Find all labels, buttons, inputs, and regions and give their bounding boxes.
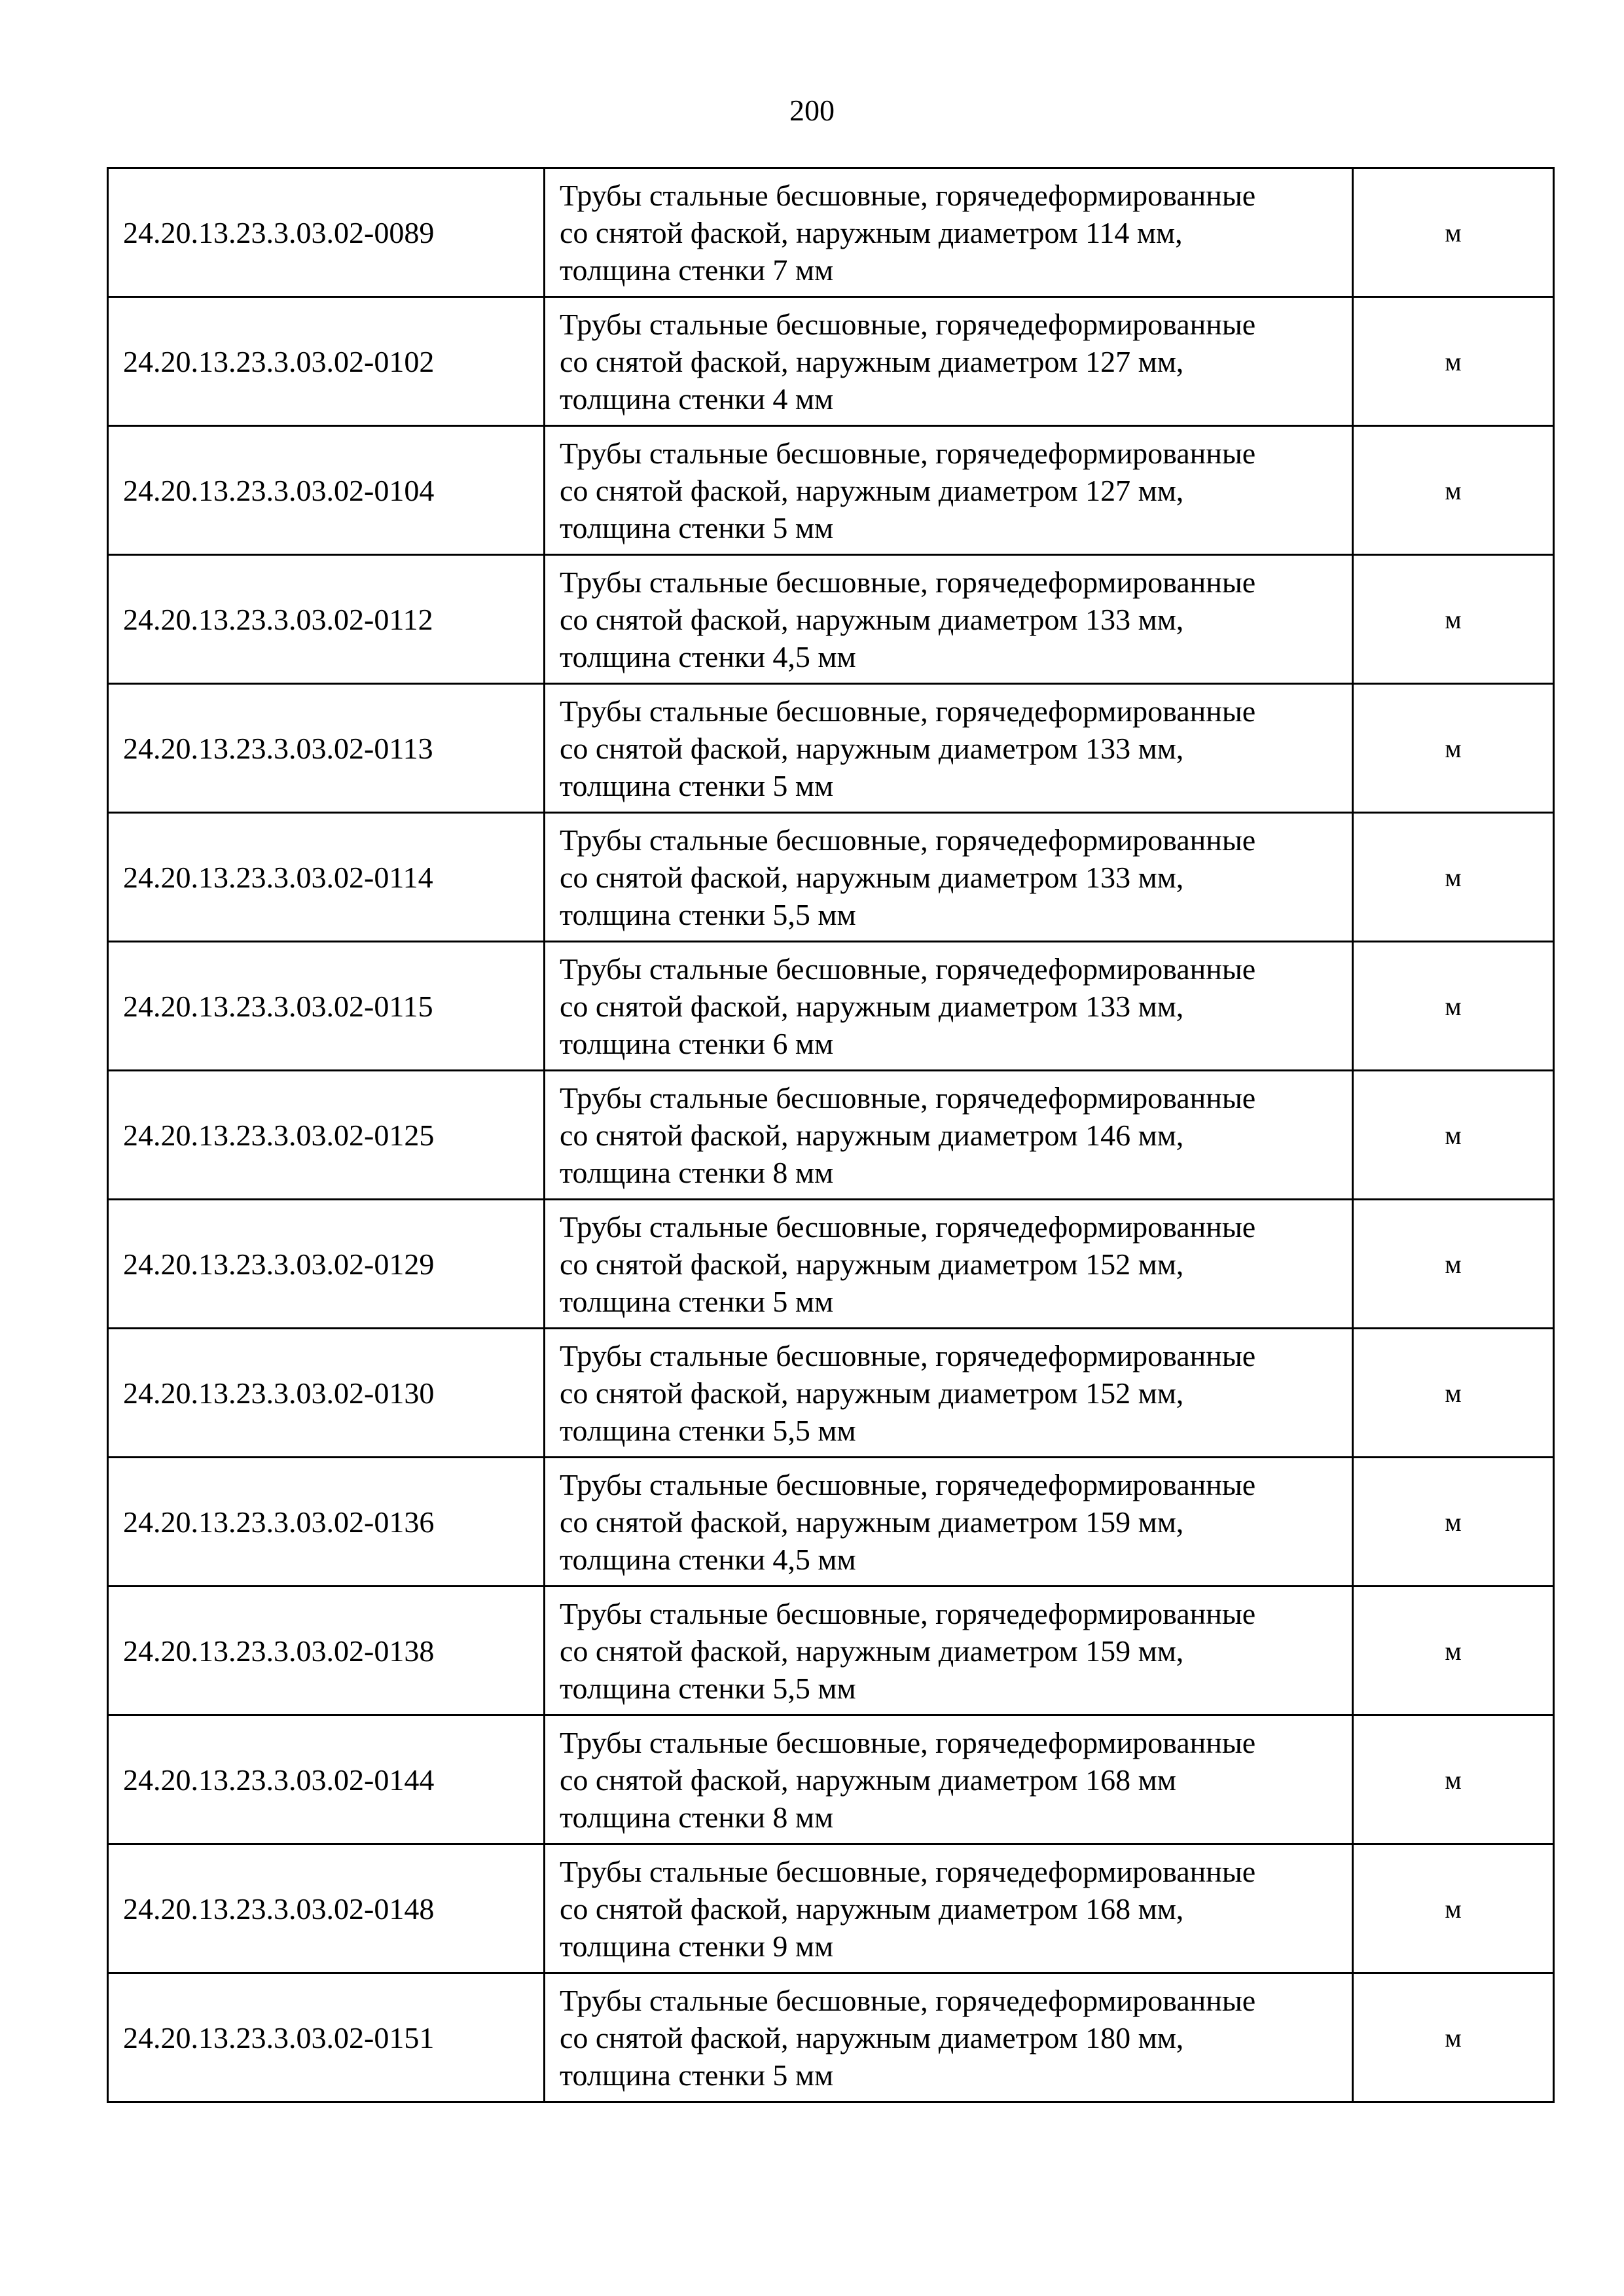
unit-cell: м — [1353, 1200, 1554, 1329]
table-row — [108, 1329, 1554, 1458]
material-code-cell: 24.20.13.23.3.03.02-0144 — [108, 1715, 545, 1844]
material-description-cell: Трубы стальные бесшовные, горячедеформированные со снятой фаской, наружным диаметром 114 мм, толщина стенки 7 мм — [545, 168, 1353, 297]
unit-cell: м — [1353, 1587, 1554, 1715]
material-code-cell: 24.20.13.23.3.03.02-0104 — [108, 426, 545, 555]
table-row — [108, 684, 1554, 813]
table-row — [108, 1587, 1554, 1715]
unit-cell: м — [1353, 1071, 1554, 1200]
material-code-cell: 24.20.13.23.3.03.02-0089 — [108, 168, 545, 297]
material-description-cell: Трубы стальные бесшовные, горячедеформированные со снятой фаской, наружным диаметром 127 мм, толщина стенки 4 мм — [545, 297, 1353, 426]
unit-cell: м — [1353, 297, 1554, 426]
unit-cell: м — [1353, 426, 1554, 555]
unit-cell: м — [1353, 1973, 1554, 2102]
material-code-cell: 24.20.13.23.3.03.02-0115 — [108, 942, 545, 1071]
material-description-cell: Трубы стальные бесшовные, горячедеформированные со снятой фаской, наружным диаметром 127 мм, толщина стенки 5 мм — [545, 426, 1353, 555]
material-code-cell: 24.20.13.23.3.03.02-0138 — [108, 1587, 545, 1715]
unit-cell: м — [1353, 1329, 1554, 1458]
material-code-cell: 24.20.13.23.3.03.02-0148 — [108, 1844, 545, 1973]
material-code-cell: 24.20.13.23.3.03.02-0113 — [108, 684, 545, 813]
table-body — [108, 168, 1554, 2102]
material-description-cell: Трубы стальные бесшовные, горячедеформированные со снятой фаской, наружным диаметром 133 мм, толщина стенки 6 мм — [545, 942, 1353, 1071]
material-description-cell: Трубы стальные бесшовные, горячедеформированные со снятой фаской, наружным диаметром 180 мм, толщина стенки 5 мм — [545, 1973, 1353, 2102]
table-row — [108, 1071, 1554, 1200]
material-description-cell: Трубы стальные бесшовные, горячедеформированные со снятой фаской, наружным диаметром 133 мм, толщина стенки 5 мм — [545, 684, 1353, 813]
pipe-catalog-table — [107, 167, 1555, 2103]
material-code-cell: 24.20.13.23.3.03.02-0125 — [108, 1071, 545, 1200]
unit-cell: м — [1353, 1844, 1554, 1973]
unit-cell: м — [1353, 168, 1554, 297]
table-row — [108, 1844, 1554, 1973]
material-description-cell: Трубы стальные бесшовные, горячедеформированные со снятой фаской, наружным диаметром 152 мм, толщина стенки 5 мм — [545, 1200, 1353, 1329]
unit-cell: м — [1353, 684, 1554, 813]
table-row — [108, 813, 1554, 942]
material-description-cell: Трубы стальные бесшовные, горячедеформированные со снятой фаской, наружным диаметром 168 мм, толщина стенки 9 мм — [545, 1844, 1353, 1973]
page-number: 200 — [789, 94, 835, 127]
material-description-cell: Трубы стальные бесшовные, горячедеформированные со снятой фаской, наружным диаметром 159 мм, толщина стенки 4,5 мм — [545, 1458, 1353, 1587]
table-row — [108, 1458, 1554, 1587]
material-code-cell: 24.20.13.23.3.03.02-0136 — [108, 1458, 545, 1587]
material-code-cell: 24.20.13.23.3.03.02-0102 — [108, 297, 545, 426]
material-description-cell: Трубы стальные бесшовные, горячедеформированные со снятой фаской, наружным диаметром 159 мм, толщина стенки 5,5 мм — [545, 1587, 1353, 1715]
material-description-cell: Трубы стальные бесшовные, горячедеформированные со снятой фаской, наружным диаметром 146 мм, толщина стенки 8 мм — [545, 1071, 1353, 1200]
material-code-cell: 24.20.13.23.3.03.02-0151 — [108, 1973, 545, 2102]
unit-cell: м — [1353, 813, 1554, 942]
table-row — [108, 1715, 1554, 1844]
table-row — [108, 426, 1554, 555]
table-row — [108, 942, 1554, 1071]
table-row — [108, 555, 1554, 684]
table-row — [108, 297, 1554, 426]
material-code-cell: 24.20.13.23.3.03.02-0130 — [108, 1329, 545, 1458]
unit-cell: м — [1353, 942, 1554, 1071]
unit-cell: м — [1353, 555, 1554, 684]
unit-cell: м — [1353, 1715, 1554, 1844]
table-row — [108, 168, 1554, 297]
material-description-cell: Трубы стальные бесшовные, горячедеформированные со снятой фаской, наружным диаметром 152 мм, толщина стенки 5,5 мм — [545, 1329, 1353, 1458]
material-code-cell: 24.20.13.23.3.03.02-0114 — [108, 813, 545, 942]
table-row — [108, 1973, 1554, 2102]
material-description-cell: Трубы стальные бесшовные, горячедеформированные со снятой фаской, наружным диаметром 168 мм толщина стенки 8 мм — [545, 1715, 1353, 1844]
material-code-cell: 24.20.13.23.3.03.02-0129 — [108, 1200, 545, 1329]
material-description-cell: Трубы стальные бесшовные, горячедеформированные со снятой фаской, наружным диаметром 133 мм, толщина стенки 4,5 мм — [545, 555, 1353, 684]
unit-cell: м — [1353, 1458, 1554, 1587]
material-code-cell: 24.20.13.23.3.03.02-0112 — [108, 555, 545, 684]
material-description-cell: Трубы стальные бесшовные, горячедеформированные со снятой фаской, наружным диаметром 133 мм, толщина стенки 5,5 мм — [545, 813, 1353, 942]
table-row — [108, 1200, 1554, 1329]
